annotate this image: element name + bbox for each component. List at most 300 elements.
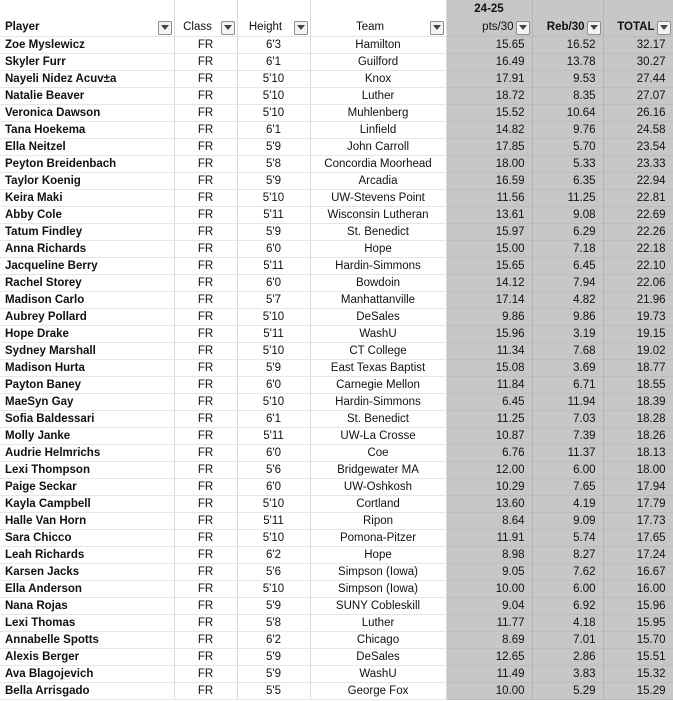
pts-cell[interactable]: 10.00: [446, 683, 532, 700]
total-cell[interactable]: 19.15: [603, 326, 673, 343]
height-cell[interactable]: 5'5: [237, 683, 310, 700]
total-cell[interactable]: 26.16: [603, 105, 673, 122]
class-cell[interactable]: FR: [174, 360, 237, 377]
team-cell[interactable]: Coe: [310, 445, 446, 462]
height-cell[interactable]: 6'1: [237, 122, 310, 139]
class-cell[interactable]: FR: [174, 479, 237, 496]
pts-cell[interactable]: 11.25: [446, 411, 532, 428]
team-cell[interactable]: UW-La Crosse: [310, 428, 446, 445]
player-name-cell[interactable]: Nayeli Nidez Acuv±a: [0, 71, 174, 88]
player-name-cell[interactable]: Sofia Baldessari: [0, 411, 174, 428]
reb-cell[interactable]: 4.82: [532, 292, 603, 309]
pts-cell[interactable]: 10.00: [446, 581, 532, 598]
total-cell[interactable]: 18.00: [603, 462, 673, 479]
pts-cell[interactable]: 10.29: [446, 479, 532, 496]
height-cell[interactable]: 5'9: [237, 224, 310, 241]
chevron-down-icon: [519, 25, 527, 31]
player-name-cell[interactable]: Taylor Koenig: [0, 173, 174, 190]
pts-cell[interactable]: 6.76: [446, 445, 532, 462]
team-cell[interactable]: UW-Stevens Point: [310, 190, 446, 207]
total-cell[interactable]: 22.10: [603, 258, 673, 275]
team-cell[interactable]: East Texas Baptist: [310, 360, 446, 377]
pts-cell[interactable]: 14.82: [446, 122, 532, 139]
reb-cell[interactable]: 16.52: [532, 37, 603, 54]
total-cell[interactable]: 27.44: [603, 71, 673, 88]
team-cell[interactable]: DeSales: [310, 649, 446, 666]
team-cell[interactable]: Ripon: [310, 513, 446, 530]
reb-cell[interactable]: 5.74: [532, 530, 603, 547]
cell[interactable]: [310, 0, 446, 18]
reb-cell[interactable]: 9.09: [532, 513, 603, 530]
player-name-cell[interactable]: Abby Cole: [0, 207, 174, 224]
column-header-height[interactable]: [237, 18, 310, 37]
team-cell[interactable]: Hardin-Simmons: [310, 394, 446, 411]
player-name-cell[interactable]: Aubrey Pollard: [0, 309, 174, 326]
player-name-cell[interactable]: Madison Hurta: [0, 360, 174, 377]
team-cell[interactable]: Luther: [310, 615, 446, 632]
player-name-cell[interactable]: Anna Richards: [0, 241, 174, 258]
team-cell[interactable]: Bowdoin: [310, 275, 446, 292]
player-name-cell[interactable]: Ella Neitzel: [0, 139, 174, 156]
pts-cell[interactable]: 9.05: [446, 564, 532, 581]
pts-cell[interactable]: 15.08: [446, 360, 532, 377]
class-cell[interactable]: FR: [174, 190, 237, 207]
team-cell[interactable]: Guilford: [310, 54, 446, 71]
class-cell[interactable]: FR: [174, 394, 237, 411]
height-cell[interactable]: 6'2: [237, 632, 310, 649]
player-name-cell[interactable]: Leah Richards: [0, 547, 174, 564]
filter-dropdown-class[interactable]: [221, 21, 235, 35]
height-cell[interactable]: 5'9: [237, 139, 310, 156]
height-cell[interactable]: 6'0: [237, 275, 310, 292]
total-cell[interactable]: 18.13: [603, 445, 673, 462]
class-cell[interactable]: FR: [174, 428, 237, 445]
table-row: [0, 173, 673, 190]
total-cell[interactable]: 22.06: [603, 275, 673, 292]
total-cell[interactable]: 18.26: [603, 428, 673, 445]
player-name-cell[interactable]: Kayla Campbell: [0, 496, 174, 513]
total-cell[interactable]: 22.94: [603, 173, 673, 190]
class-cell[interactable]: FR: [174, 598, 237, 615]
reb-cell[interactable]: 5.70: [532, 139, 603, 156]
height-cell[interactable]: 5'9: [237, 598, 310, 615]
height-cell[interactable]: 5'8: [237, 156, 310, 173]
player-name-cell[interactable]: Ella Anderson: [0, 581, 174, 598]
reb-cell[interactable]: 7.65: [532, 479, 603, 496]
height-cell[interactable]: 5'11: [237, 326, 310, 343]
column-header-pts[interactable]: [446, 18, 532, 37]
reb-cell[interactable]: 3.83: [532, 666, 603, 683]
class-cell[interactable]: FR: [174, 326, 237, 343]
team-cell[interactable]: John Carroll: [310, 139, 446, 156]
player-name-cell[interactable]: Nana Rojas: [0, 598, 174, 615]
player-name-cell[interactable]: Tatum Findley: [0, 224, 174, 241]
reb-cell[interactable]: 6.29: [532, 224, 603, 241]
total-cell[interactable]: 22.81: [603, 190, 673, 207]
height-cell[interactable]: 6'1: [237, 411, 310, 428]
reb-cell[interactable]: 7.68: [532, 343, 603, 360]
column-header-reb[interactable]: [532, 18, 603, 37]
class-cell[interactable]: FR: [174, 224, 237, 241]
player-name-cell[interactable]: Zoe Myslewicz: [0, 37, 174, 54]
player-name-cell[interactable]: Audrie Helmrichs: [0, 445, 174, 462]
team-cell[interactable]: George Fox: [310, 683, 446, 700]
class-cell[interactable]: FR: [174, 683, 237, 700]
class-cell[interactable]: FR: [174, 530, 237, 547]
player-name-cell[interactable]: Halle Van Horn: [0, 513, 174, 530]
class-cell[interactable]: FR: [174, 649, 237, 666]
pts-cell[interactable]: 13.60: [446, 496, 532, 513]
pts-cell[interactable]: 11.34: [446, 343, 532, 360]
player-name-cell[interactable]: Lexi Thompson: [0, 462, 174, 479]
class-cell[interactable]: FR: [174, 173, 237, 190]
player-name-cell[interactable]: Payton Baney: [0, 377, 174, 394]
pts-cell[interactable]: 6.45: [446, 394, 532, 411]
class-cell[interactable]: FR: [174, 156, 237, 173]
column-label-team: Team: [355, 21, 385, 33]
total-cell[interactable]: 17.65: [603, 530, 673, 547]
class-cell[interactable]: FR: [174, 139, 237, 156]
pts-cell[interactable]: 12.00: [446, 462, 532, 479]
player-name-cell[interactable]: Peyton Breidenbach: [0, 156, 174, 173]
class-cell[interactable]: FR: [174, 309, 237, 326]
class-cell[interactable]: FR: [174, 513, 237, 530]
reb-cell[interactable]: 4.19: [532, 496, 603, 513]
reb-cell[interactable]: 10.64: [532, 105, 603, 122]
total-cell[interactable]: 15.96: [603, 598, 673, 615]
class-cell[interactable]: FR: [174, 581, 237, 598]
total-cell[interactable]: 22.69: [603, 207, 673, 224]
total-cell[interactable]: 17.94: [603, 479, 673, 496]
team-cell[interactable]: Wisconsin Lutheran: [310, 207, 446, 224]
season-header-cell[interactable]: [446, 0, 532, 18]
reb-cell[interactable]: 5.29: [532, 683, 603, 700]
pts-cell[interactable]: 8.69: [446, 632, 532, 649]
table-row: [0, 513, 673, 530]
team-cell[interactable]: Bridgewater MA: [310, 462, 446, 479]
player-name-cell[interactable]: Lexi Thomas: [0, 615, 174, 632]
player-name-cell[interactable]: Hope Drake: [0, 326, 174, 343]
total-cell[interactable]: 15.51: [603, 649, 673, 666]
pts-cell[interactable]: 11.56: [446, 190, 532, 207]
pts-cell[interactable]: 11.84: [446, 377, 532, 394]
player-name-cell[interactable]: Sydney Marshall: [0, 343, 174, 360]
class-cell[interactable]: FR: [174, 88, 237, 105]
reb-cell[interactable]: 13.78: [532, 54, 603, 71]
player-name-cell[interactable]: Alexis Berger: [0, 649, 174, 666]
total-cell[interactable]: 17.73: [603, 513, 673, 530]
reb-cell[interactable]: 7.18: [532, 241, 603, 258]
filter-dropdown-player[interactable]: [158, 21, 172, 35]
player-name-cell[interactable]: Jacqueline Berry: [0, 258, 174, 275]
class-cell[interactable]: FR: [174, 377, 237, 394]
player-name-cell[interactable]: Bella Arrisgado: [0, 683, 174, 700]
column-label-pts: pts/30: [482, 21, 514, 33]
height-cell[interactable]: 5'10: [237, 343, 310, 360]
reb-cell[interactable]: 9.76: [532, 122, 603, 139]
pts-cell[interactable]: 9.04: [446, 598, 532, 615]
height-cell[interactable]: 5'10: [237, 394, 310, 411]
team-cell[interactable]: Simpson (Iowa): [310, 564, 446, 581]
team-cell[interactable]: CT College: [310, 343, 446, 360]
pts-cell[interactable]: 15.65: [446, 258, 532, 275]
reb-cell[interactable]: 6.71: [532, 377, 603, 394]
class-cell[interactable]: FR: [174, 496, 237, 513]
pts-cell[interactable]: 15.96: [446, 326, 532, 343]
team-cell[interactable]: Luther: [310, 88, 446, 105]
reb-cell[interactable]: 8.35: [532, 88, 603, 105]
height-cell[interactable]: 5'10: [237, 190, 310, 207]
class-cell[interactable]: FR: [174, 122, 237, 139]
class-cell[interactable]: FR: [174, 37, 237, 54]
pts-cell[interactable]: 17.14: [446, 292, 532, 309]
player-name-cell[interactable]: Ava Blagojevich: [0, 666, 174, 683]
reb-cell[interactable]: 6.00: [532, 462, 603, 479]
class-cell[interactable]: FR: [174, 292, 237, 309]
total-cell[interactable]: 32.17: [603, 37, 673, 54]
reb-cell[interactable]: 9.53: [532, 71, 603, 88]
height-cell[interactable]: 5'9: [237, 649, 310, 666]
cell[interactable]: [174, 0, 237, 18]
height-cell[interactable]: 5'10: [237, 71, 310, 88]
total-cell[interactable]: 21.96: [603, 292, 673, 309]
total-cell[interactable]: 23.33: [603, 156, 673, 173]
height-cell[interactable]: 5'10: [237, 309, 310, 326]
height-cell[interactable]: 5'9: [237, 360, 310, 377]
team-cell[interactable]: DeSales: [310, 309, 446, 326]
total-cell[interactable]: 15.29: [603, 683, 673, 700]
height-cell[interactable]: 5'10: [237, 105, 310, 122]
total-cell[interactable]: 17.79: [603, 496, 673, 513]
class-cell[interactable]: FR: [174, 564, 237, 581]
height-cell[interactable]: 5'11: [237, 258, 310, 275]
player-name-cell[interactable]: Tana Hoekema: [0, 122, 174, 139]
pts-cell[interactable]: 11.49: [446, 666, 532, 683]
total-cell[interactable]: 15.95: [603, 615, 673, 632]
team-cell[interactable]: WashU: [310, 666, 446, 683]
height-cell[interactable]: 5'7: [237, 292, 310, 309]
team-cell[interactable]: St. Benedict: [310, 411, 446, 428]
height-cell[interactable]: 5'11: [237, 207, 310, 224]
reb-cell[interactable]: 7.62: [532, 564, 603, 581]
height-cell[interactable]: 6'1: [237, 54, 310, 71]
reb-cell[interactable]: 6.00: [532, 581, 603, 598]
team-cell[interactable]: Hope: [310, 241, 446, 258]
height-cell[interactable]: 5'10: [237, 530, 310, 547]
total-cell[interactable]: 19.73: [603, 309, 673, 326]
total-cell[interactable]: 18.39: [603, 394, 673, 411]
player-name-cell[interactable]: Natalie Beaver: [0, 88, 174, 105]
class-cell[interactable]: FR: [174, 615, 237, 632]
team-cell[interactable]: Chicago: [310, 632, 446, 649]
height-cell[interactable]: 6'0: [237, 377, 310, 394]
pts-cell[interactable]: 16.49: [446, 54, 532, 71]
class-cell[interactable]: FR: [174, 241, 237, 258]
player-name-cell[interactable]: Veronica Dawson: [0, 105, 174, 122]
height-cell[interactable]: 5'10: [237, 88, 310, 105]
height-cell[interactable]: 5'6: [237, 462, 310, 479]
team-cell[interactable]: Concordia Moorhead: [310, 156, 446, 173]
team-cell[interactable]: Cortland: [310, 496, 446, 513]
total-cell[interactable]: 22.18: [603, 241, 673, 258]
total-cell[interactable]: 16.67: [603, 564, 673, 581]
class-cell[interactable]: FR: [174, 343, 237, 360]
team-cell[interactable]: Hardin-Simmons: [310, 258, 446, 275]
cell[interactable]: [0, 0, 174, 18]
cell[interactable]: [603, 0, 673, 18]
height-cell[interactable]: 5'8: [237, 615, 310, 632]
pts-cell[interactable]: 14.12: [446, 275, 532, 292]
reb-cell[interactable]: 7.03: [532, 411, 603, 428]
team-cell[interactable]: UW-Oshkosh: [310, 479, 446, 496]
team-cell[interactable]: Arcadia: [310, 173, 446, 190]
height-cell[interactable]: 5'9: [237, 666, 310, 683]
height-cell[interactable]: 5'6: [237, 564, 310, 581]
height-cell[interactable]: 6'0: [237, 479, 310, 496]
total-cell[interactable]: 27.07: [603, 88, 673, 105]
team-cell[interactable]: St. Benedict: [310, 224, 446, 241]
total-cell[interactable]: 19.02: [603, 343, 673, 360]
pts-cell[interactable]: 15.97: [446, 224, 532, 241]
total-cell[interactable]: 16.00: [603, 581, 673, 598]
height-cell[interactable]: 5'11: [237, 513, 310, 530]
team-cell[interactable]: WashU: [310, 326, 446, 343]
reb-cell[interactable]: 7.39: [532, 428, 603, 445]
player-name-cell[interactable]: Molly Janke: [0, 428, 174, 445]
player-name-cell[interactable]: Rachel Storey: [0, 275, 174, 292]
reb-cell[interactable]: 8.27: [532, 547, 603, 564]
reb-cell[interactable]: 6.92: [532, 598, 603, 615]
team-cell[interactable]: SUNY Cobleskill: [310, 598, 446, 615]
reb-cell[interactable]: 4.18: [532, 615, 603, 632]
player-name-cell[interactable]: MaeSyn Gay: [0, 394, 174, 411]
reb-cell[interactable]: 11.25: [532, 190, 603, 207]
class-cell[interactable]: FR: [174, 207, 237, 224]
pts-cell[interactable]: 18.72: [446, 88, 532, 105]
filter-dropdown-pts[interactable]: [516, 21, 530, 35]
total-cell[interactable]: 30.27: [603, 54, 673, 71]
filter-dropdown-team[interactable]: [430, 21, 444, 35]
team-cell[interactable]: Linfield: [310, 122, 446, 139]
pts-cell[interactable]: 15.65: [446, 37, 532, 54]
table-row: [0, 54, 673, 71]
player-name-cell[interactable]: Madison Carlo: [0, 292, 174, 309]
pts-cell[interactable]: 15.52: [446, 105, 532, 122]
reb-cell[interactable]: 7.01: [532, 632, 603, 649]
total-cell[interactable]: 22.26: [603, 224, 673, 241]
reb-cell[interactable]: 2.86: [532, 649, 603, 666]
player-name-cell[interactable]: Annabelle Spotts: [0, 632, 174, 649]
team-cell[interactable]: Knox: [310, 71, 446, 88]
player-name-cell[interactable]: Skyler Furr: [0, 54, 174, 71]
cell[interactable]: [532, 0, 603, 18]
class-cell[interactable]: FR: [174, 445, 237, 462]
team-cell[interactable]: Carnegie Mellon: [310, 377, 446, 394]
pts-cell[interactable]: 13.61: [446, 207, 532, 224]
reb-cell[interactable]: 11.94: [532, 394, 603, 411]
class-cell[interactable]: FR: [174, 258, 237, 275]
total-cell[interactable]: 18.55: [603, 377, 673, 394]
column-header-team[interactable]: [310, 18, 446, 37]
height-cell[interactable]: 5'10: [237, 581, 310, 598]
class-cell[interactable]: FR: [174, 411, 237, 428]
class-cell[interactable]: FR: [174, 54, 237, 71]
class-cell[interactable]: FR: [174, 632, 237, 649]
height-cell[interactable]: 5'10: [237, 496, 310, 513]
cell[interactable]: [237, 0, 310, 18]
pts-cell[interactable]: 16.59: [446, 173, 532, 190]
height-cell[interactable]: 5'9: [237, 173, 310, 190]
total-cell[interactable]: 18.77: [603, 360, 673, 377]
pts-cell[interactable]: 15.00: [446, 241, 532, 258]
total-cell[interactable]: 15.32: [603, 666, 673, 683]
total-cell[interactable]: 15.70: [603, 632, 673, 649]
player-name-cell[interactable]: Paige Seckar: [0, 479, 174, 496]
team-cell[interactable]: Simpson (Iowa): [310, 581, 446, 598]
class-cell[interactable]: FR: [174, 275, 237, 292]
total-cell[interactable]: 17.24: [603, 547, 673, 564]
pts-cell[interactable]: 8.64: [446, 513, 532, 530]
reb-cell[interactable]: 5.33: [532, 156, 603, 173]
total-cell[interactable]: 23.54: [603, 139, 673, 156]
reb-cell[interactable]: 11.37: [532, 445, 603, 462]
class-cell[interactable]: FR: [174, 71, 237, 88]
height-cell[interactable]: 6'3: [237, 37, 310, 54]
column-header-class[interactable]: [174, 18, 237, 37]
pts-cell[interactable]: 11.77: [446, 615, 532, 632]
reb-cell[interactable]: 3.19: [532, 326, 603, 343]
filter-dropdown-height[interactable]: [294, 21, 308, 35]
column-header-player[interactable]: [0, 18, 174, 37]
class-cell[interactable]: FR: [174, 462, 237, 479]
filter-dropdown-total[interactable]: [657, 21, 671, 35]
column-header-total[interactable]: [603, 18, 673, 37]
reb-cell[interactable]: 6.45: [532, 258, 603, 275]
pts-cell[interactable]: 12.65: [446, 649, 532, 666]
reb-cell[interactable]: 9.08: [532, 207, 603, 224]
pts-cell[interactable]: 18.00: [446, 156, 532, 173]
reb-cell[interactable]: 6.35: [532, 173, 603, 190]
total-cell[interactable]: 24.58: [603, 122, 673, 139]
reb-cell[interactable]: 3.69: [532, 360, 603, 377]
pts-cell[interactable]: 17.91: [446, 71, 532, 88]
filter-dropdown-reb[interactable]: [587, 21, 601, 35]
reb-cell[interactable]: 7.94: [532, 275, 603, 292]
pts-cell[interactable]: 9.86: [446, 309, 532, 326]
class-cell[interactable]: FR: [174, 105, 237, 122]
team-cell[interactable]: Hamilton: [310, 37, 446, 54]
pts-cell[interactable]: 8.98: [446, 547, 532, 564]
height-cell[interactable]: 6'0: [237, 241, 310, 258]
player-name-cell[interactable]: Keira Maki: [0, 190, 174, 207]
team-cell[interactable]: Muhlenberg: [310, 105, 446, 122]
pts-cell[interactable]: 17.85: [446, 139, 532, 156]
height-cell[interactable]: 5'11: [237, 428, 310, 445]
total-cell[interactable]: 18.28: [603, 411, 673, 428]
pts-cell[interactable]: 10.87: [446, 428, 532, 445]
team-cell[interactable]: Pomona-Pitzer: [310, 530, 446, 547]
pts-cell[interactable]: 11.91: [446, 530, 532, 547]
player-name-cell[interactable]: Karsen Jacks: [0, 564, 174, 581]
reb-cell[interactable]: 9.86: [532, 309, 603, 326]
team-cell[interactable]: Manhattanville: [310, 292, 446, 309]
team-cell[interactable]: Hope: [310, 547, 446, 564]
player-name-cell[interactable]: Sara Chicco: [0, 530, 174, 547]
height-cell[interactable]: 6'2: [237, 547, 310, 564]
class-cell[interactable]: FR: [174, 666, 237, 683]
class-cell[interactable]: FR: [174, 547, 237, 564]
height-cell[interactable]: 6'0: [237, 445, 310, 462]
